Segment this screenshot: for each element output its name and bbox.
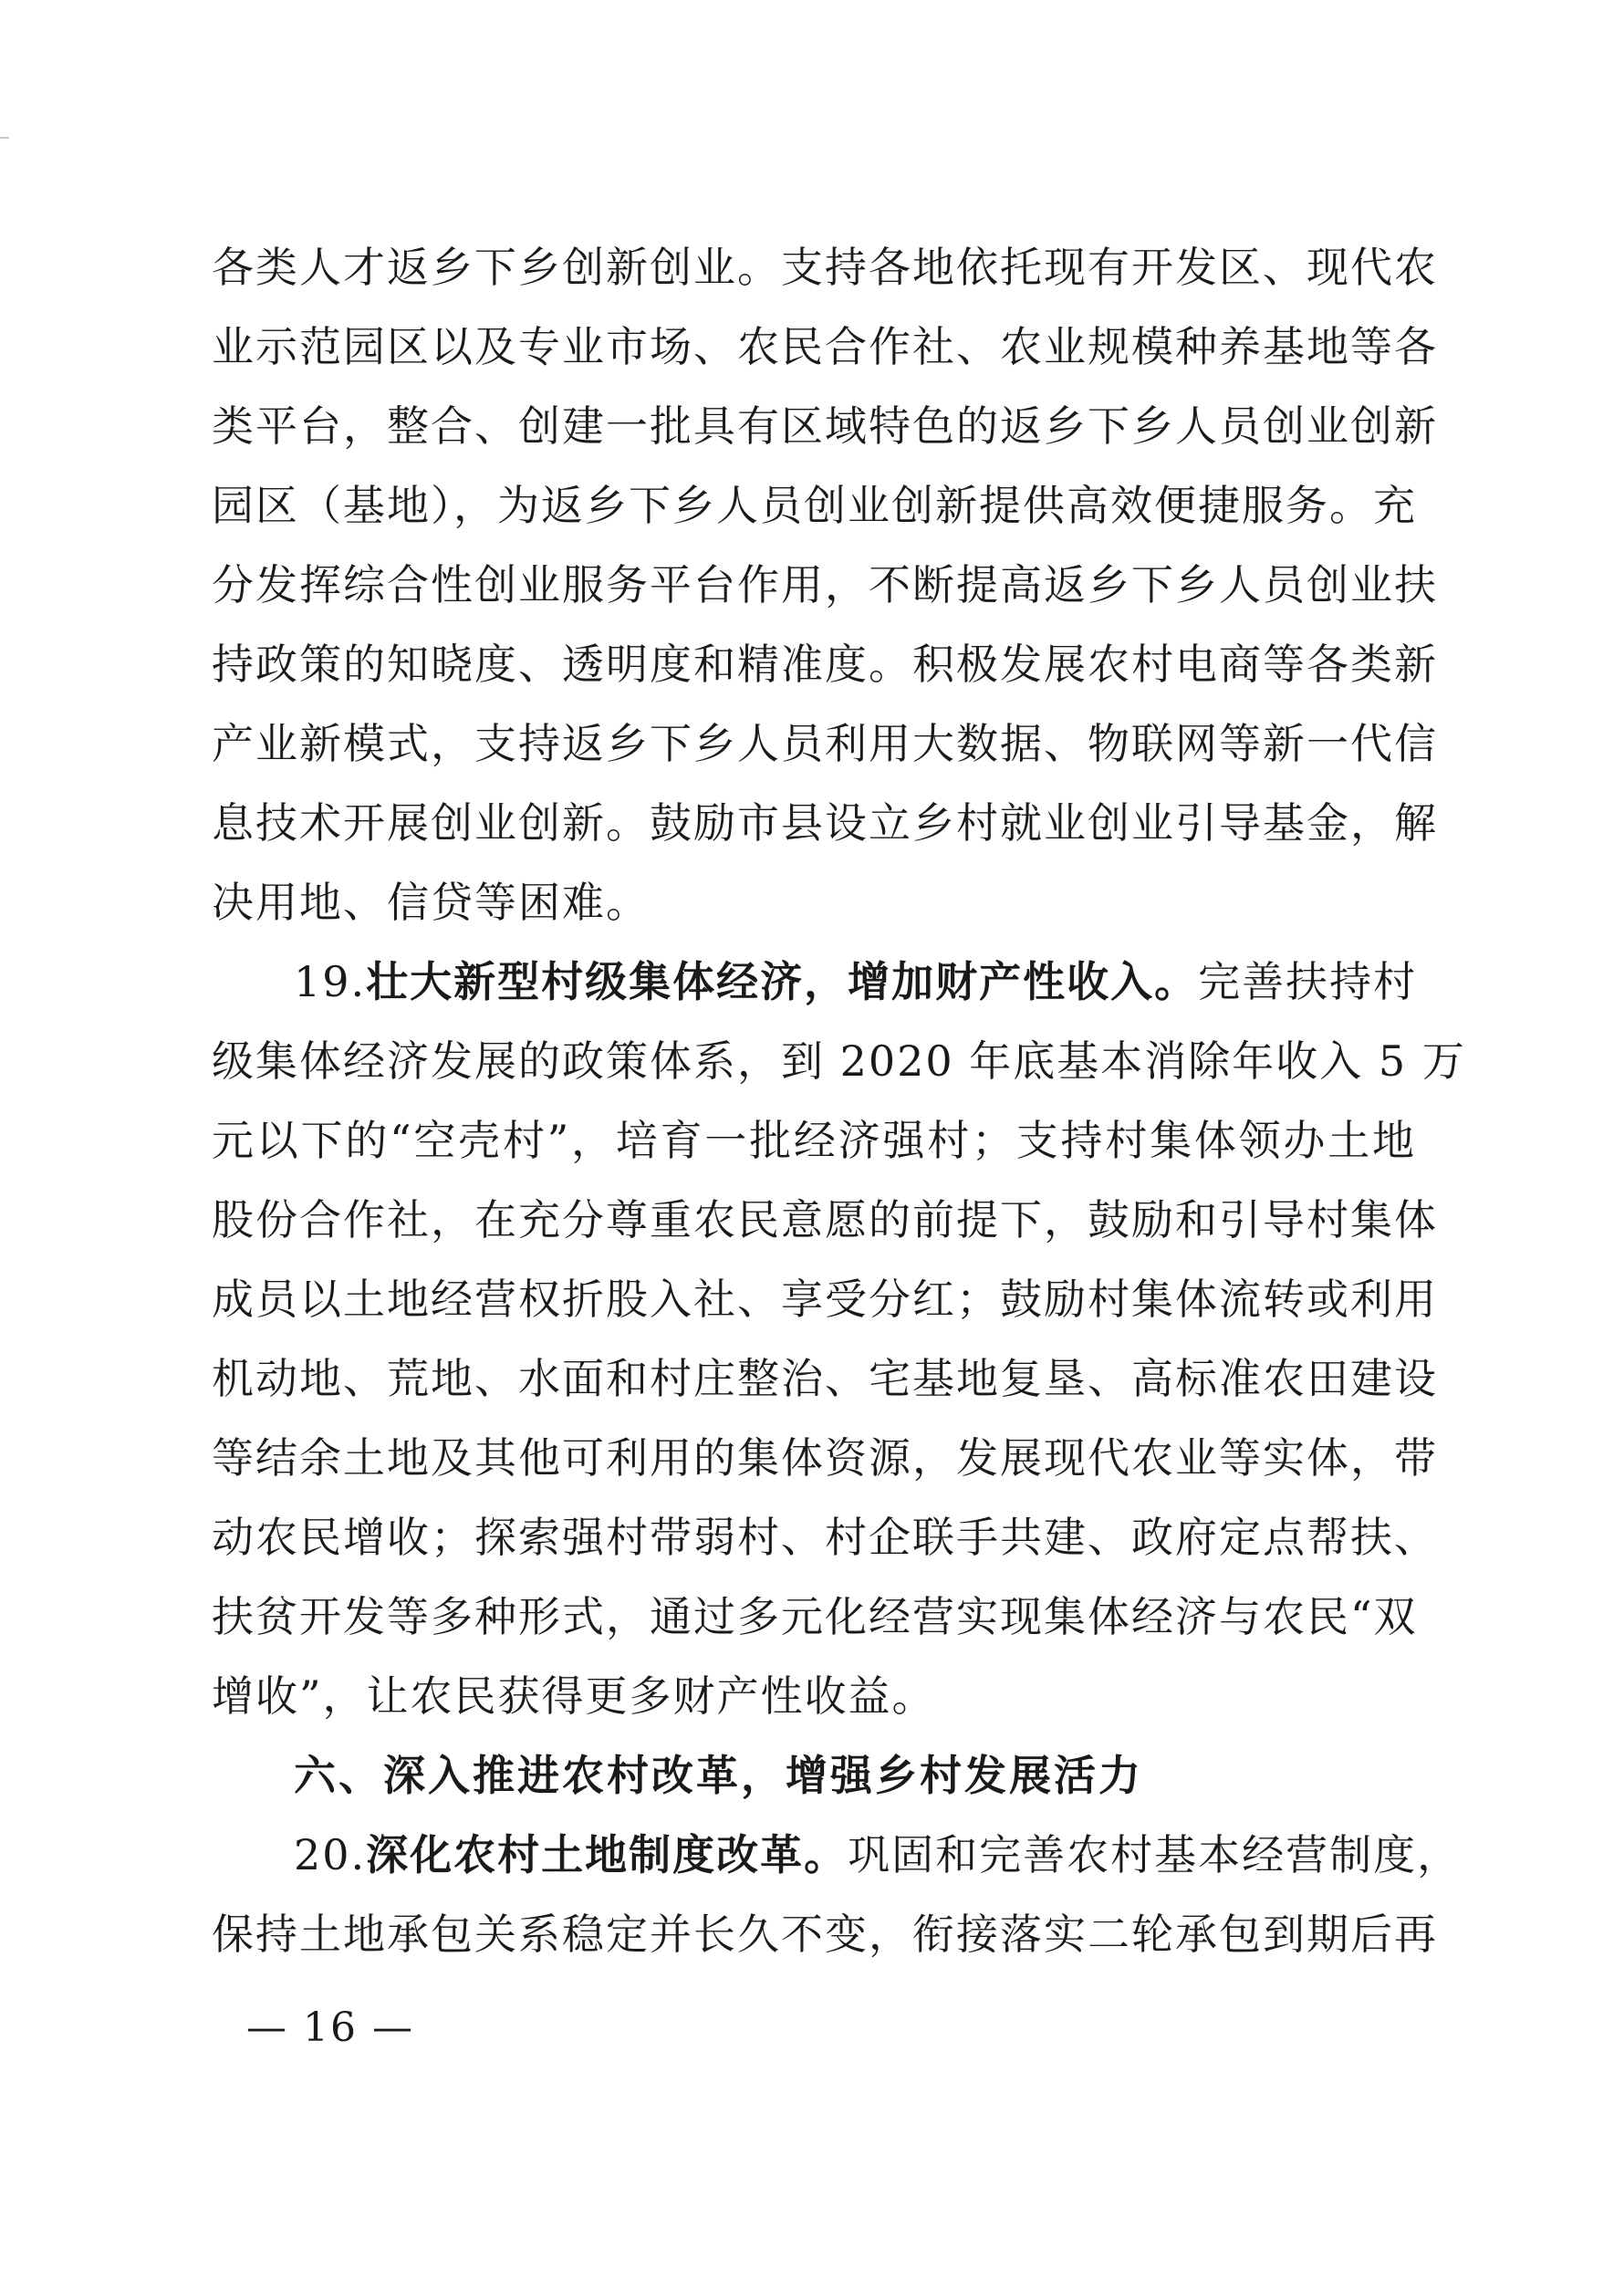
body-text-line: 产业新模式，支持返乡下乡人员利用大数据、物联网等新一代信: [212, 719, 1438, 768]
item-20-first-line: [294, 1827, 1462, 1882]
body-text-line: 决用地、信贷等困难。: [212, 878, 650, 927]
scan-margin-mark: [0, 137, 9, 139]
item-19-text: 完善扶持村: [1198, 957, 1418, 1006]
body-text-line: 园区（基地），为返乡下乡人员创业创新提供高效便捷服务。充: [212, 481, 1417, 530]
item-19-title: 壮大新型村级集体经济，增加财产性收入。: [366, 957, 1199, 1006]
body-text-line: 股份合作社，在充分尊重农民意愿的前提下，鼓励和引导村集体: [212, 1195, 1438, 1244]
section-heading: 六、深入推进农村改革，增强乡村发展活力: [294, 1751, 1143, 1800]
item-20-text: 巩固和完善农村基本经营制度，: [848, 1830, 1462, 1879]
body-text-line: 等结余土地及其他可利用的集体资源，发展现代农业等实体，带: [212, 1433, 1438, 1483]
body-text-line: 保持土地承包关系稳定并长久不变，衔接落实二轮承包到期后再: [212, 1910, 1438, 1959]
item-19-number: 19.: [294, 957, 367, 1006]
body-text-line: 类平台，整合、创建一批具有区域特色的返乡下乡人员创业创新: [212, 401, 1438, 451]
item-20-number: 20.: [294, 1830, 367, 1879]
body-text-line: 动农民增收；探索强村带弱村、村企联手共建、政府定点帮扶、: [212, 1513, 1438, 1562]
body-text-line: 机动地、荒地、水面和村庄整治、宅基地复垦、高标准农田建设: [212, 1354, 1438, 1403]
body-text-line: 扶贫开发等多种形式，通过多元化经营实现集体经济与农民“双: [212, 1592, 1418, 1641]
body-text-line: 各类人才返乡下乡创新创业。支持各地依托现有开发区、现代农: [212, 243, 1438, 292]
body-text-line: 元以下的“空壳村”，培育一批经济强村；支持村集体领办土地: [212, 1116, 1416, 1165]
body-text-line: 级集体经济发展的政策体系，到 2020 年底基本消除年收入 5 万: [212, 1036, 1466, 1086]
body-text-line: 分发挥综合性创业服务平台作用，不断提高返乡下乡人员创业扶: [212, 560, 1438, 609]
item-19-first-line: [294, 954, 1416, 1009]
body-text-line: 业示范园区以及专业市场、农民合作社、农业规模种养基地等各: [212, 322, 1438, 371]
page-number: — 16 —: [246, 2004, 414, 2051]
body-text-line: 持政策的知晓度、透明度和精准度。积极发展农村电商等各类新: [212, 640, 1438, 689]
item-20-title: 深化农村土地制度改革。: [366, 1830, 848, 1879]
body-text-line: 息技术开展创业创新。鼓励市县设立乡村就业创业引导基金，解: [212, 798, 1438, 848]
body-text-line: 增收”，让农民获得更多财产性收益。: [212, 1671, 936, 1721]
body-text-line: 成员以土地经营权折股入社、享受分红；鼓励村集体流转或利用: [212, 1275, 1438, 1324]
